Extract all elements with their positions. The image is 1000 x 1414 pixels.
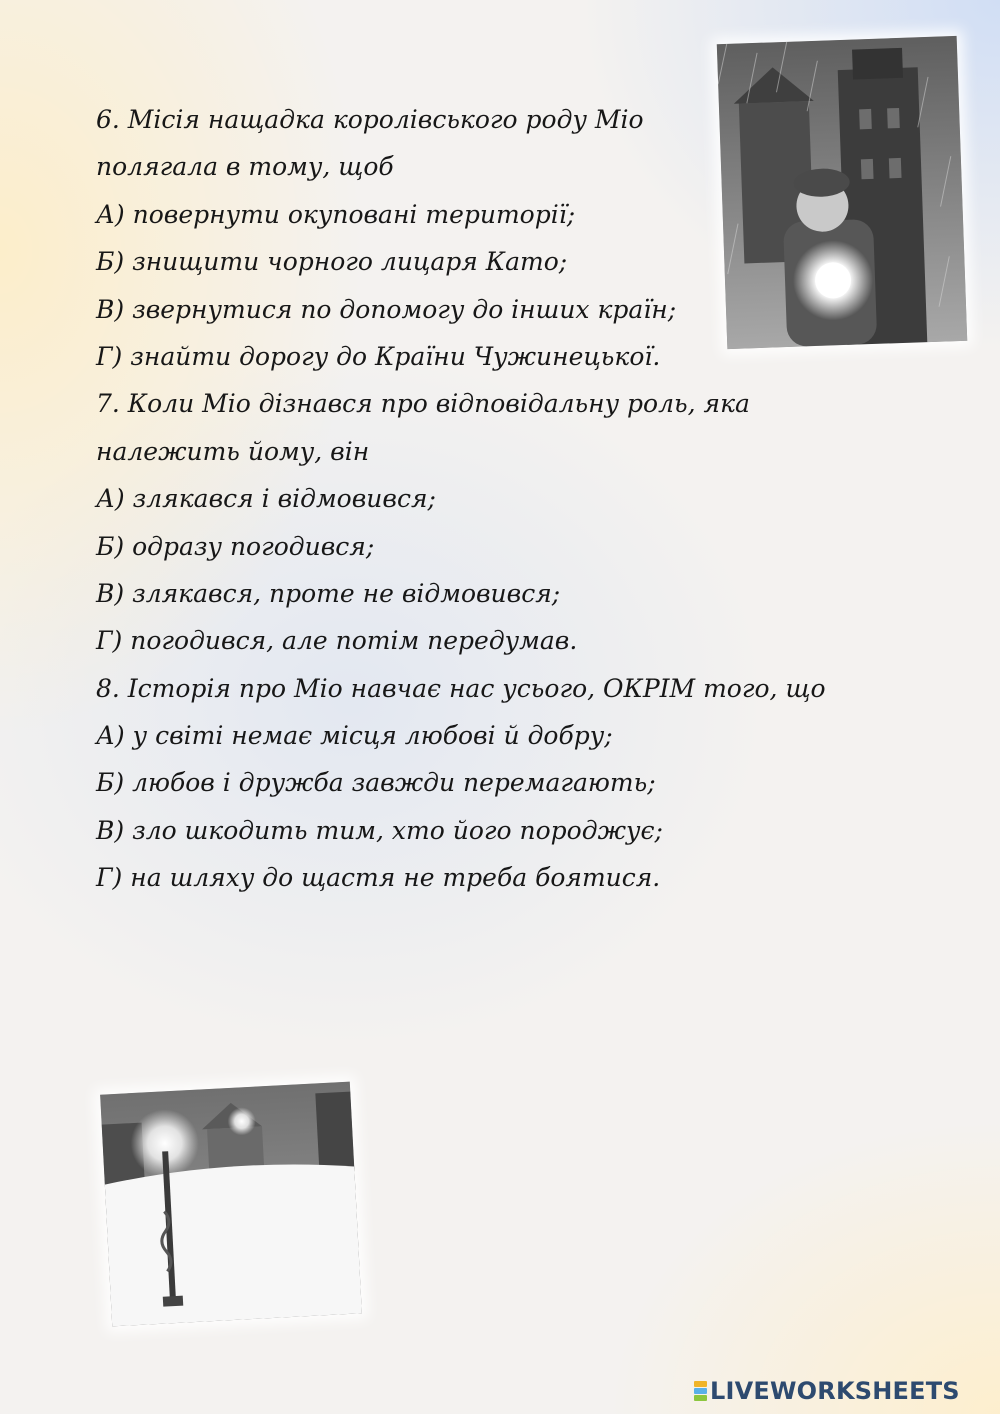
street-lamp-illustration — [100, 1082, 362, 1327]
liveworksheets-brand — [694, 1376, 960, 1406]
question-6-option-a: А) повернути окуповані території; — [96, 199, 576, 229]
question-7-option-v: В) злякався, проте не відмовився; — [96, 578, 561, 608]
boy-with-orb-image — [717, 36, 967, 349]
street-lamp-image — [100, 1082, 362, 1327]
question-7-stem-line-1: 7. Коли Міо дізнався про відповідальну роль, яка — [96, 389, 750, 419]
question-6-stem-line-2: полягала в тому, щоб — [96, 152, 394, 182]
question-7-option-h: Г) погодився, але потім передумав. — [96, 626, 578, 656]
question-7-option-b: Б) одразу погодився; — [96, 531, 375, 561]
logo-bar-3 — [694, 1395, 707, 1401]
question-8-option-b: Б) любов і дружба завжди перемагають; — [96, 768, 656, 798]
liveworksheets-logo-icon — [694, 1381, 707, 1401]
logo-bar-1 — [694, 1381, 707, 1387]
question-8-option-h: Г) на шляху до щастя не треба боятися. — [96, 863, 661, 893]
boy-with-orb-illustration — [717, 36, 967, 349]
question-6-option-h: Г) знайти дорогу до Країни Чужинецької. — [96, 341, 661, 371]
question-6-option-v: В) звернутися по допомогу до інших країн; — [96, 294, 677, 324]
question-8-option-v: В) зло шкодить тим, хто його породжує; — [96, 815, 663, 845]
question-6-stem-line-1: 6. Місія нащадка королівського роду Міо — [96, 105, 644, 134]
question-6-option-b: Б) знищити чорного лицаря Като; — [96, 247, 568, 277]
question-7-option-a: А) злякався і відмовився; — [96, 484, 436, 514]
question-8-stem-line-1: 8. Історія про Міо навчає нас усього, ОКРІМ того, що — [96, 673, 826, 703]
logo-bar-2 — [694, 1388, 707, 1394]
brand-name: LIVEWORKSHEETS — [710, 1377, 960, 1405]
question-8-option-a: А) у світі немає місця любові й добру; — [96, 721, 613, 751]
question-7-stem-line-2: належить йому, він — [96, 436, 370, 466]
